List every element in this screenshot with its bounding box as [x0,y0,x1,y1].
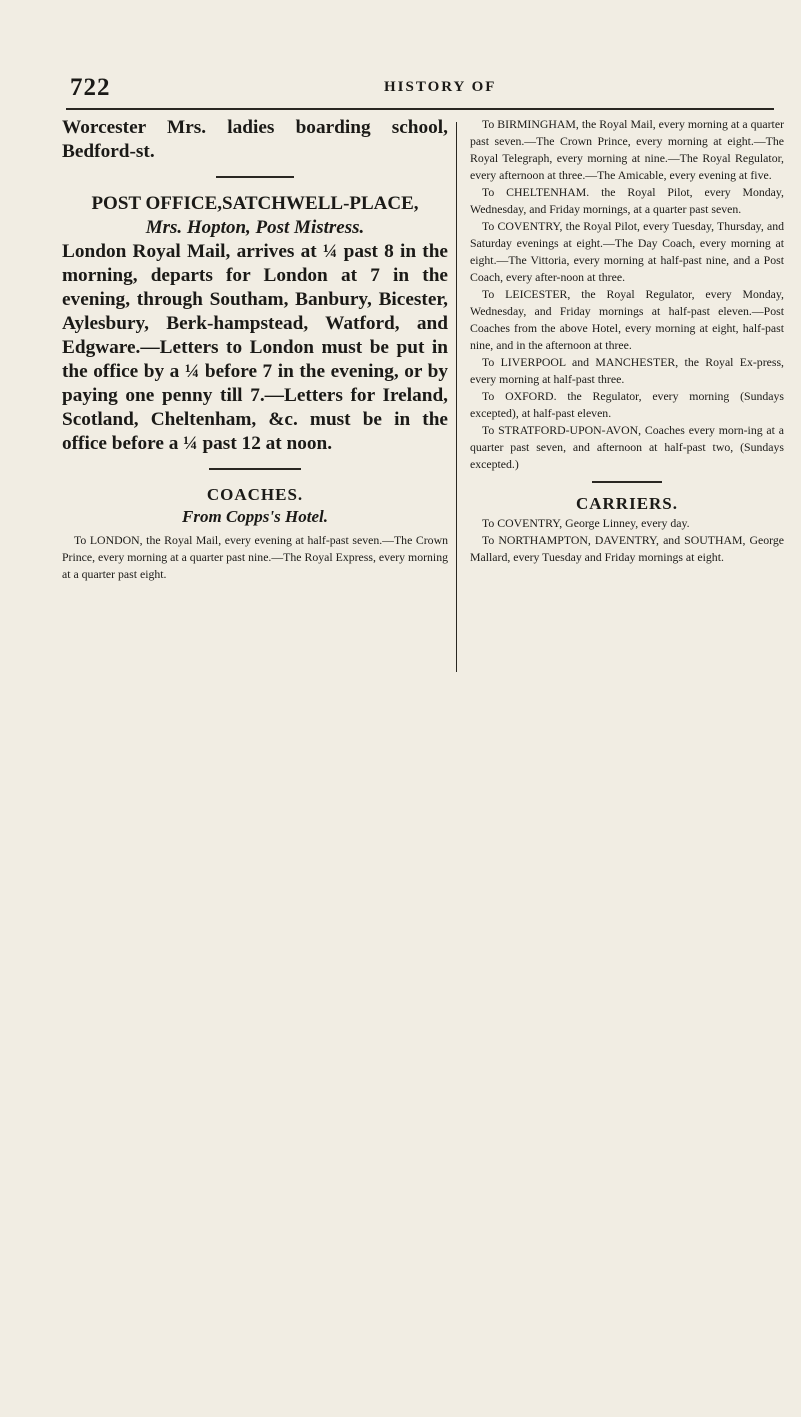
coach-entry-birmingham: To BIRMINGHAM, the Royal Mail, every morning at a quarter past seven.—The Crown Prince, every morning at eight.—The Royal Telegraph, every morning at nine.—The Royal Regulator, every afternoon at three.—The Amicable, every evening at five. [470,117,784,182]
post-office-body: London Royal Mail, arrives at ¼ past 8 in the morning, departs for London at 7 in the evening, through Southam, Banbury, Bicester, Aylesbury, Berk-hampstead, Watford, and Edgware.—Letters to London must be put in the office by a ¼ before 7 in the evening, or by paying one penny till 7.—Letters for Ireland, Scotland, Cheltenham, &c. must be in the office before a ¼ past 12 at noon. [62,241,448,454]
coaches-heading: COACHES. [206,485,304,504]
section-rule [592,481,662,483]
worcester-entry: Worcester Mrs. ladies boarding school, Bedford-st. [62,117,448,162]
left-column [62,116,448,583]
coach-entry-coventry: To COVENTRY, the Royal Pilot, every Tuesday, Thursday, and Saturday evenings at eight.—The Day Coach, every morning at eight.—The Vittoria, every morning at half-past nine, and a Post Coach, every after-noon at three. [470,219,784,284]
page-number: 722 [70,74,111,101]
coach-entry-leicester: To LEICESTER, the Royal Regulator, every Monday, Wednesday, and Friday mornings at half-past eleven.—Post Coaches from the above Hotel, every morning at eight, half-past nine, and in the afternoon at three. [470,287,784,352]
running-head: HISTORY OF [384,79,497,95]
right-column [470,116,784,566]
carrier-entry-coventry: To COVENTRY, George Linney, every day. [482,516,690,530]
section-rule [209,468,301,470]
column-divider [456,122,457,672]
carrier-entry-northampton: To NORTHAMPTON, DAVENTRY, and SOUTHAM, George Mallard, every Tuesday and Friday mornings at eight. [470,533,784,564]
section-rule [216,176,294,178]
coaches-subheading: From Copps's Hotel. [182,507,328,526]
coach-entry-london: To LONDON, the Royal Mail, every evening at half-past seven.—The Crown Prince, every morning at a quarter past nine.—The Royal Express, every morning at a quarter past eight. [62,533,448,581]
carriers-heading: CARRIERS. [575,494,679,513]
post-office-mistress: Mrs. Hopton, Post Mistress. [145,217,365,238]
post-office-title: POST OFFICE,SATCHWELL-PLACE, [91,193,419,214]
coach-entry-stratford: To STRATFORD-UPON-AVON, Coaches every morn-ing at a quarter past seven, and afternoon at half-past two, (Sundays excepted.) [470,423,784,471]
header-rule [66,108,774,110]
coach-entry-liverpool: To LIVERPOOL and MANCHESTER, the Royal Ex-press, every morning at half-past three. [470,355,784,386]
coach-entry-oxford: To OXFORD. the Regulator, every morning (Sundays excepted), at half-past eleven. [470,389,784,420]
coach-entry-cheltenham: To CHELTENHAM. the Royal Pilot, every Monday, Wednesday, and Friday mornings, at a quarter past seven. [470,185,784,216]
